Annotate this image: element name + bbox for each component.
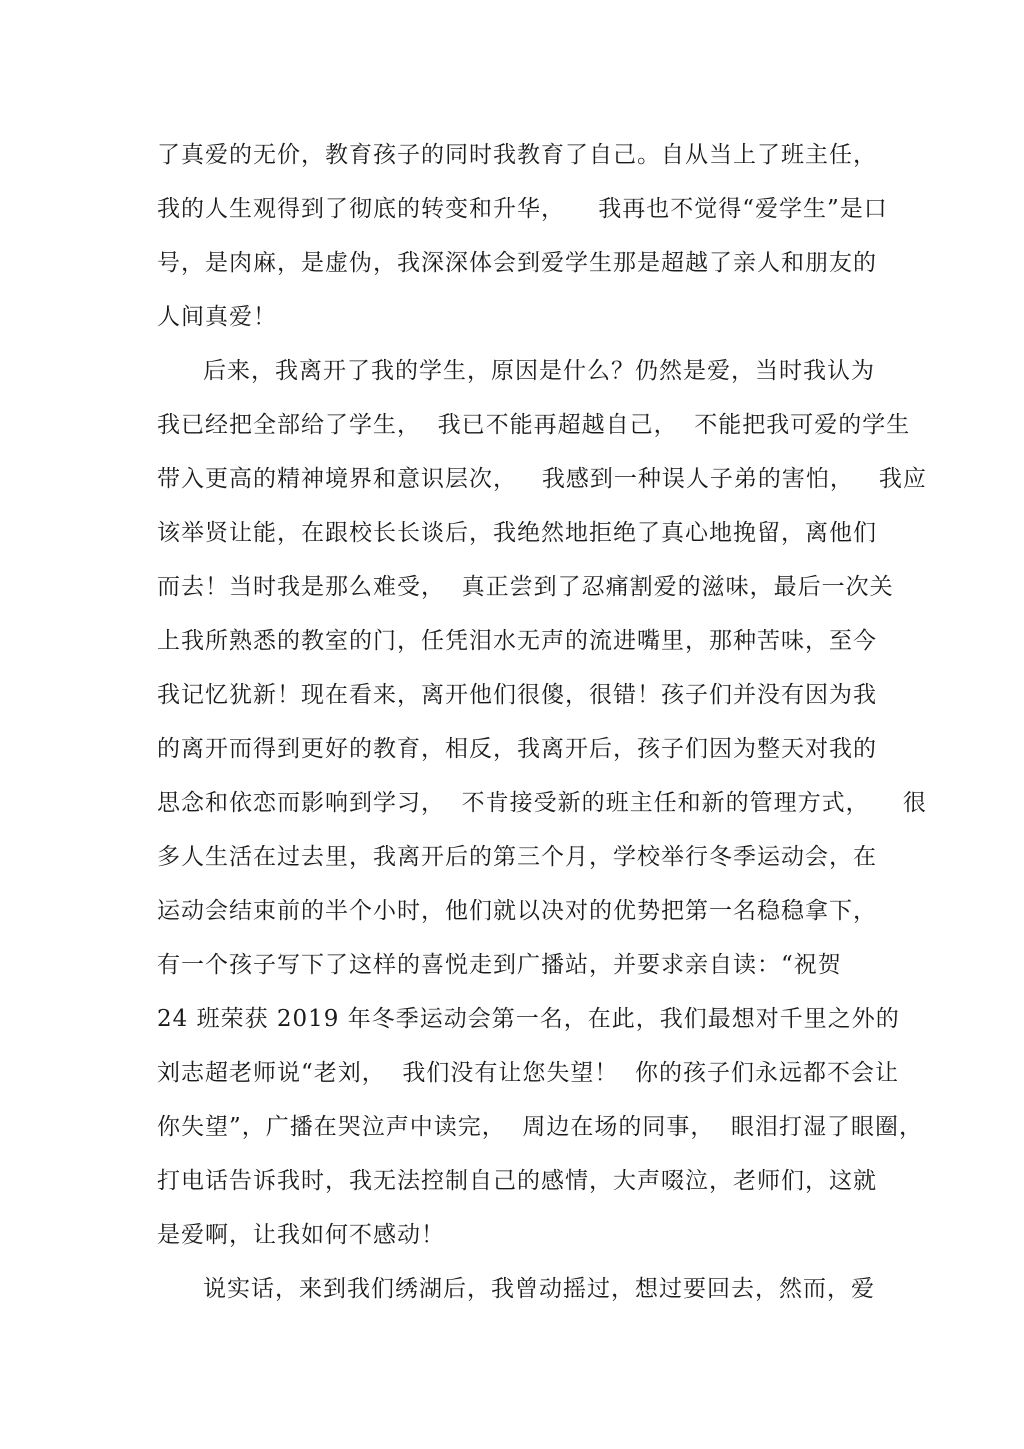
body-text (157, 128, 927, 1316)
paragraph-start-line: 后来，我离开了我的学生，原因是什么？仍然是爱，当时我认为 (203, 358, 875, 384)
text-line: 有一个孩子写下了这样的喜悦走到广播站，并要求亲自读：“祝贺 (157, 952, 842, 978)
text-line: 你失望”，广播在哭泣声中读完， 周边在场的同事， 眼泪打湿了眼圈， (157, 1114, 924, 1140)
text-line: 思念和依恋而影响到学习， 不肯接受新的班主任和新的管理方式， 很 (157, 790, 927, 816)
text-line: 带入更高的精神境界和意识层次， 我感到一种误人子弟的害怕， 我应 (157, 466, 927, 492)
text-line: 号，是肉麻，是虚伪，我深深体会到爱学生那是超越了亲人和朋友的 (157, 250, 877, 276)
paragraph-start-line: 说实话，来到我们绣湖后，我曾动摇过，想过要回去，然而，爱 (203, 1276, 875, 1302)
text-line: 24 班荣获 2019 年冬季运动会第一名，在此，我们最想对千里之外的 (157, 1006, 900, 1032)
text-line: 而去！当时我是那么难受， 真正尝到了忍痛割爱的滋味，最后一次关 (157, 574, 894, 600)
text-line: 运动会结束前的半个小时，他们就以决对的优势把第一名稳稳拿下， (157, 898, 877, 924)
text-line: 打电话告诉我时，我无法控制自己的感情，大声啜泣，老师们，这就 (157, 1168, 877, 1194)
text-line: 我的人生观得到了彻底的转变和升华， 我再也不觉得“爱学生”是口 (157, 196, 888, 222)
text-line: 多人生活在过去里，我离开后的第三个月，学校举行冬季运动会，在 (157, 844, 877, 870)
text-line: 的离开而得到更好的教育，相反，我离开后，孩子们因为整天对我的 (157, 736, 877, 762)
text-line: 了真爱的无价，教育孩子的同时我教育了自己。自从当上了班主任， (157, 142, 877, 168)
text-line: 该举贤让能，在跟校长长谈后，我绝然地拒绝了真心地挽留，离他们 (157, 520, 877, 546)
text-line: 是爱啊，让我如何不感动！ (157, 1222, 445, 1248)
text-line: 我记忆犹新！现在看来，离开他们很傻，很错！孩子们并没有因为我 (157, 682, 877, 708)
text-line: 上我所熟悉的教室的门，任凭泪水无声的流进嘴里，那种苦味，至今 (157, 628, 877, 654)
text-line: 刘志超老师说“老刘， 我们没有让您失望！ 你的孩子们永远都不会让 (157, 1060, 900, 1086)
text-line: 我已经把全部给了学生， 我已不能再超越自己， 不能把我可爱的学生 (157, 412, 911, 438)
text-line: 人间真爱！ (157, 304, 277, 330)
